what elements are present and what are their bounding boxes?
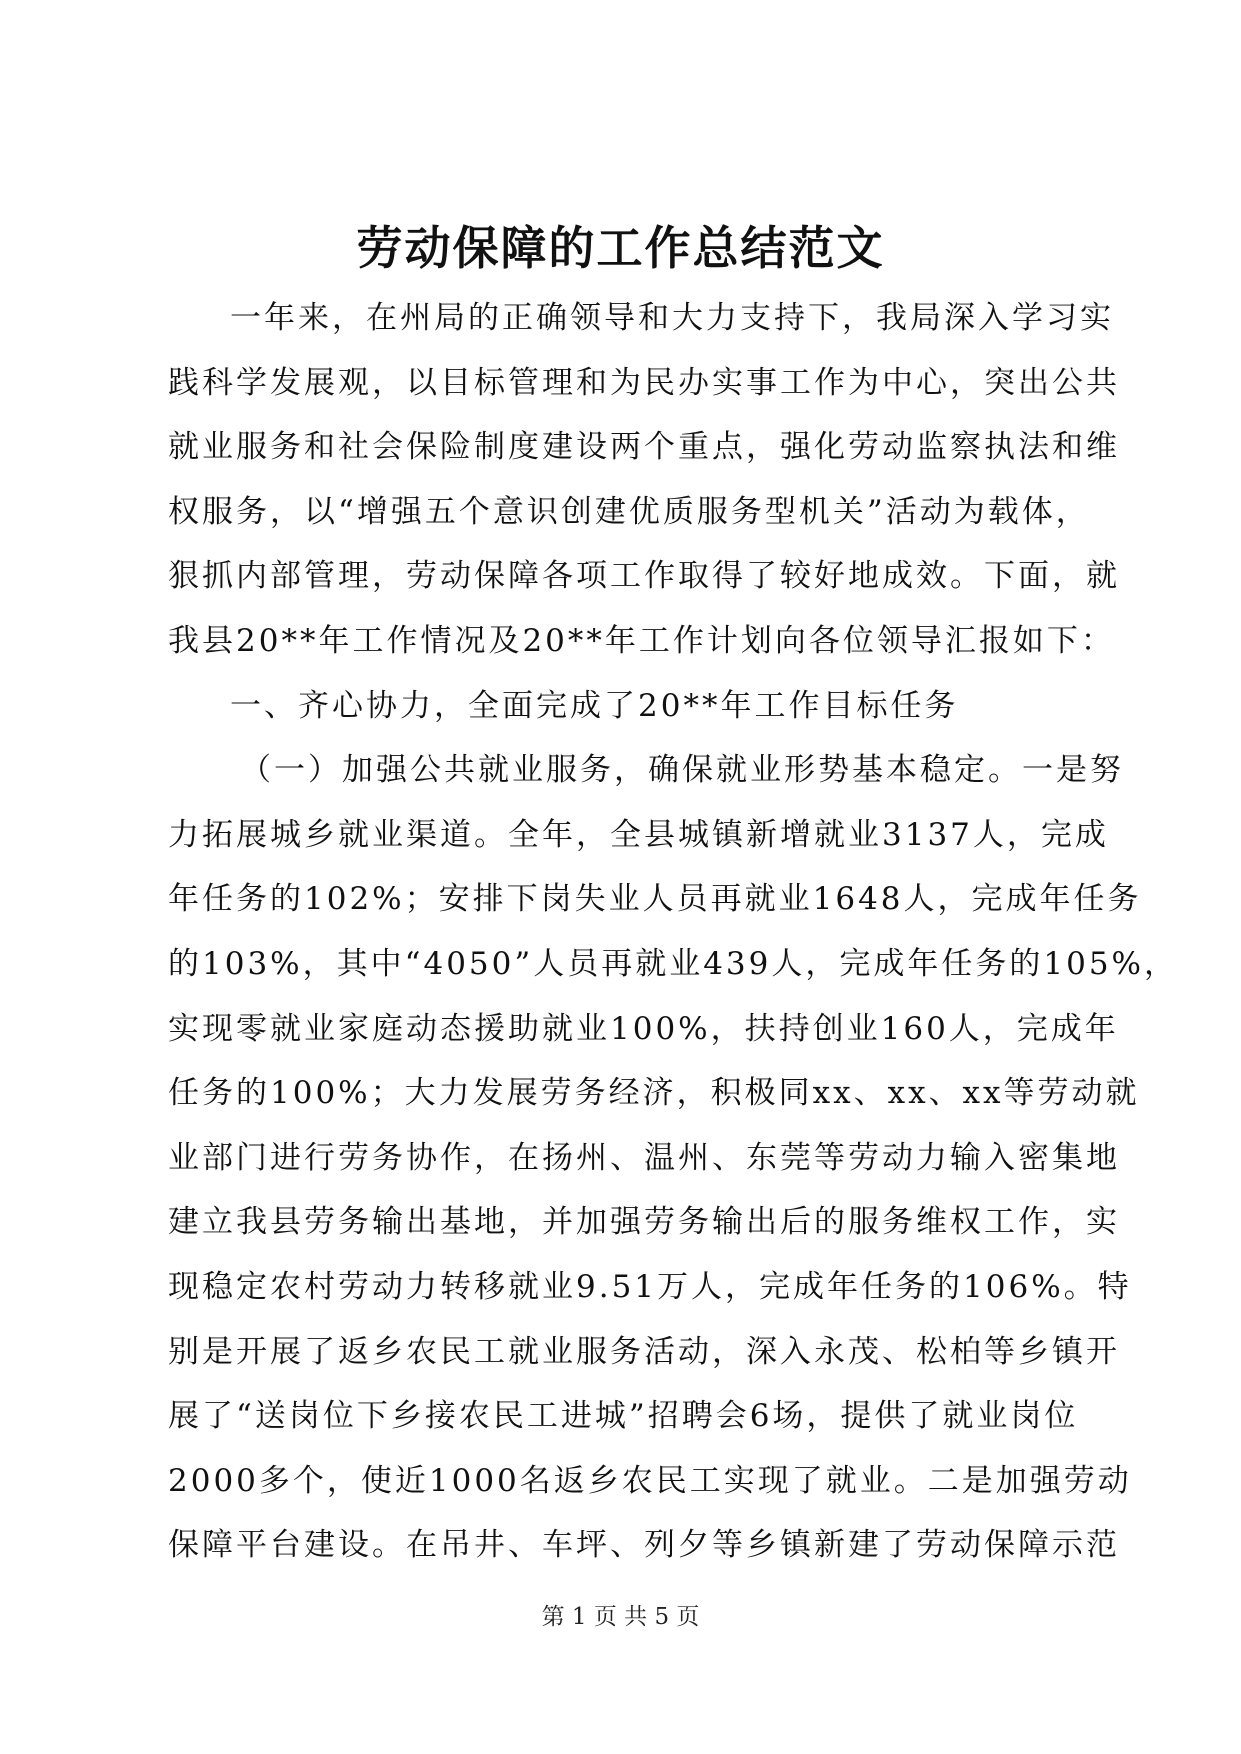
body-line: 践科学发展观，以目标管理和为民办实事工作为中心，突出公共 bbox=[168, 364, 1120, 401]
document-title: 劳动保障的工作总结范文 bbox=[356, 221, 885, 275]
body-line: 就业服务和社会保险制度建设两个重点，强化劳动监察执法和维 bbox=[168, 429, 1120, 466]
body-line: 狠抓内部管理，劳动保障各项工作取得了较好地成效。下面，就 bbox=[168, 558, 1120, 595]
body-line: 业部门进行劳务协作，在扬州、温州、东莞等劳动力输入密集地 bbox=[168, 1139, 1120, 1176]
body-line: 权服务，以“增强五个意识创建优质服务型机关”活动为载体， bbox=[168, 493, 1090, 530]
section-heading: 一、齐心协力，全面完成了20**年工作目标任务 bbox=[230, 687, 959, 724]
body-line: 现稳定农村劳动力转移就业9.51万人，完成年任务的106%。特 bbox=[168, 1268, 1132, 1305]
body-line: 年任务的102%；安排下岗失业人员再就业1648人，完成年任务 bbox=[168, 881, 1142, 918]
page-number-footer: 第 1 页 共 5 页 bbox=[541, 1604, 700, 1630]
body-line: 保障平台建设。在吊井、车坪、列夕等乡镇新建了劳动保障示范 bbox=[168, 1527, 1120, 1564]
body-line: 我县20**年工作情况及20**年工作计划向各位领导汇报如下： bbox=[168, 622, 1115, 659]
body-line: 的103%，其中“4050”人员再就业439人，完成年任务的105%， bbox=[168, 945, 1179, 982]
document-body bbox=[168, 286, 1179, 1578]
body-line: 实现零就业家庭动态援助就业100%，扶持创业160人，完成年 bbox=[168, 1010, 1119, 1047]
body-line: 展了“送岗位下乡接农民工进城”招聘会6场，提供了就业岗位 bbox=[168, 1398, 1079, 1435]
subsection-heading-line: （一）加强公共就业服务，确保就业形势基本稳定。一是努 bbox=[240, 752, 1124, 789]
body-line: 别是开展了返乡农民工就业服务活动，深入永茂、松柏等乡镇开 bbox=[168, 1333, 1120, 1370]
body-line: 一年来，在州局的正确领导和大力支持下，我局深入学习实 bbox=[230, 300, 1114, 336]
body-line: 2000多个，使近1000名返乡农民工实现了就业。二是加强劳动 bbox=[168, 1462, 1132, 1499]
body-line: 任务的100%；大力发展劳务经济，积极同xx、xx、xx等劳动就 bbox=[168, 1075, 1140, 1112]
body-line: 建立我县劳务输出基地，并加强劳务输出后的服务维权工作，实 bbox=[168, 1204, 1120, 1241]
body-line: 力拓展城乡就业渠道。全年，全县城镇新增就业3137人，完成 bbox=[168, 816, 1109, 853]
